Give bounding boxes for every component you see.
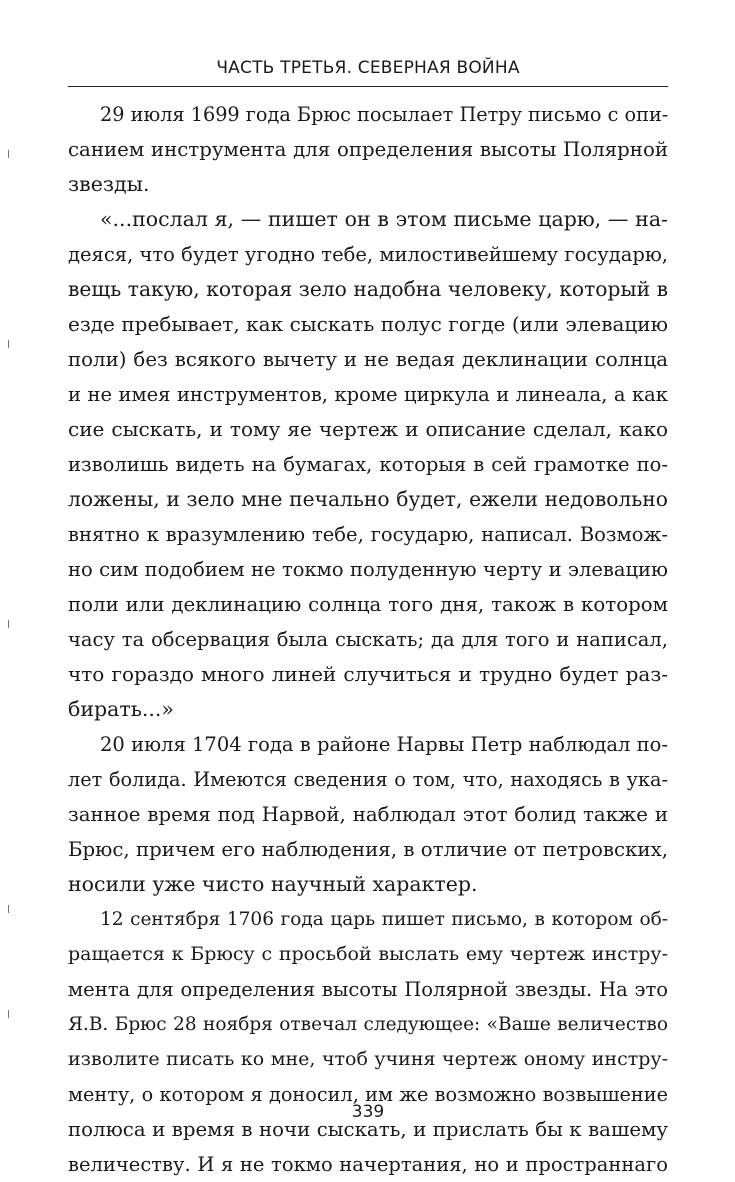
text-line: но сим подобием не токмо полуденную черту и элевацию: [68, 558, 668, 581]
text-line: занное время под Нарвой, наблюдал этот болид также и: [68, 803, 668, 826]
scan-speck: [8, 905, 9, 913]
text-line: 29 июля 1699 года Брюс посылает Петру письмо с опи-: [100, 103, 668, 126]
text-line: санием инструмента для определения высоты Полярной: [68, 138, 668, 161]
text-line: езде пребывает, как сыскать полус гогде (или элевацию: [68, 312, 668, 336]
text-line: часу та обсервация была сыскать; да для того и написал,: [68, 628, 668, 651]
scan-speck: [8, 150, 9, 158]
text-line: мента для определения высоты Полярной звезды. На это: [68, 978, 668, 1001]
page-body-text: [68, 97, 668, 1182]
text-line: 20 июля 1704 года в районе Нарвы Петр наблюдал по-: [100, 733, 668, 756]
text-line: полюса и время в ночи сыскать, и прислать бы к вашему: [68, 1118, 668, 1141]
text-line: носили уже чисто научный характер.: [68, 872, 478, 896]
text-line: Брюс, причем его наблюдения, в отличие от петровских,: [68, 838, 668, 861]
text-line: величеству. И я не токмо начертания, но и пространнаго: [68, 1153, 668, 1176]
text-line: деяся, что будет угодно тебе, милостивейшему государю,: [68, 243, 668, 266]
scan-speck: [8, 620, 9, 628]
scan-speck: [8, 340, 9, 348]
text-line: поли) без всякого вычету и не ведая деклинации солнца: [68, 348, 668, 371]
text-line: и не имея инструментов, кроме циркула и линеала, а как: [68, 383, 668, 406]
text-line: изволишь видеть на бумагах, которыя в сей грамотке по-: [68, 453, 668, 476]
text-line: «...послал я, — пишет он в этом письме царю, — на-: [100, 207, 668, 231]
text-line: поли или деклинацию солнца того дня, також в котором: [68, 593, 668, 616]
text-line: ращается к Брюсу с просьбой выслать ему чертеж инстру-: [68, 943, 668, 965]
text-line: изволите писать ко мне, чтоб учиня чертеж оному инстру-: [68, 1048, 668, 1070]
scan-speck: [8, 1010, 9, 1018]
text-line: ложены, и зело мне печально будет, ежели недовольно: [68, 487, 668, 511]
text-line: что гораздо много линей случиться и трудно будет раз-: [68, 662, 668, 686]
header-rule: [68, 86, 668, 87]
text-line: Я.В. Брюс 28 ноября отвечал следующее: «Ваше величество: [68, 1014, 668, 1035]
running-header: ЧАСТЬ ТРЕТЬЯ. СЕВЕРНАЯ ВОЙНА: [216, 58, 520, 78]
text-line: сие сыскать, и тому яе чертеж и описание сделал, како: [68, 417, 668, 441]
text-line: 12 сентября 1706 года царь пишет письмо, в котором об-: [100, 909, 668, 930]
text-line: бирать...»: [68, 697, 174, 721]
text-line: вещь такую, которая зело надобна человеку, который в: [68, 277, 668, 301]
text-line: лет болида. Имеются сведения о том, что, находясь в ука-: [68, 768, 668, 791]
text-line: внятно к вразумлению тебе, государю, написал. Возмож-: [68, 523, 668, 546]
text-line: менту, о котором я доносил, им же возможно возвышение: [68, 1083, 668, 1106]
text-line: звезды.: [68, 172, 150, 196]
page-number: 339: [351, 1102, 385, 1122]
